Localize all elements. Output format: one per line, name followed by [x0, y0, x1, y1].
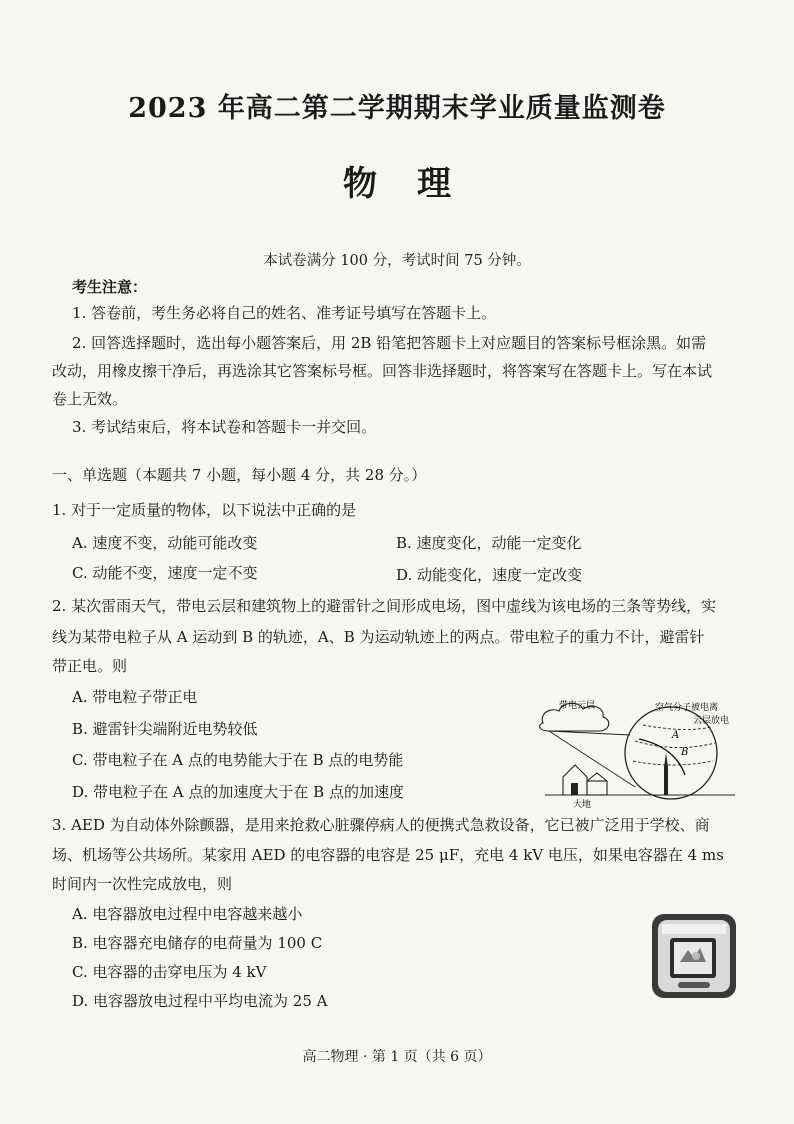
notice-heading: 考生注意： [72, 278, 148, 296]
section-heading: 一、单选题（本题共 7 小题，每小题 4 分，共 28 分。） [52, 466, 427, 484]
page-footer: 高二物理 · 第 1 页（共 6 页） [302, 1049, 492, 1065]
label-point-a: A [672, 730, 680, 741]
question-3-stem: 3. AED 为自动体外除颤器，是用来抢救心脏骤停病人的便携式急救设备，它已被广泛用于学校、商 [52, 816, 710, 834]
notice-item-1: 1. 答卷前，考生务必将自己的姓名、准考证号填写在答题卡上。 [72, 304, 497, 322]
lightning-field-figure [535, 695, 745, 810]
notice-item-2: 2. 回答选择题时，选出每小题答案后，用 2B 铅笔把答题卡上对应题目的答案标号框涂黑。如需 [72, 334, 707, 352]
question-1-option-c: C. 动能不变，速度一定不变 [72, 564, 258, 582]
label-point-b: B [681, 747, 689, 758]
question-1-option-a: A. 速度不变，动能可能改变 [72, 534, 258, 552]
exam-info: 本试卷满分 100 分，考试时间 75 分钟。 [263, 253, 531, 269]
question-2-option-d: D. 带电粒子在 A 点的加速度大于在 B 点的加速度 [72, 783, 404, 801]
question-1-option-b: B. 速度变化，动能一定变化 [396, 534, 582, 552]
aed-device-image [648, 910, 740, 1002]
subject-title: 物理 [343, 164, 491, 204]
question-1-option-d: D. 动能变化，速度一定改变 [396, 566, 583, 584]
question-2-option-a: A. 带电粒子带正电 [72, 688, 198, 706]
question-3-option-c: C. 电容器的击穿电压为 4 kV [72, 963, 267, 981]
label-discharge: 云层放电 [693, 716, 730, 726]
notice-item-2-end: 卷上无效。 [52, 390, 128, 408]
notice-item-2-cont: 改动，用橡皮擦干净后，再选涂其它答案标号框。回答非选择题时，将答案写在答题卡上。写在本试 [52, 362, 713, 380]
question-2-stem-cont: 线为某带电粒子从 A 运动到 B 的轨迹，A、B 为运动轨迹上的两点。带电粒子的重力不计，避雷针 [52, 628, 705, 646]
notice-item-3: 3. 考试结束后，将本试卷和答题卡一并交回。 [72, 418, 377, 436]
question-3-option-b: B. 电容器充电储存的电荷量为 100 C [72, 934, 323, 952]
particle-trajectory [639, 739, 685, 775]
lightning-rod [664, 753, 668, 795]
label-air-ionized: 空气分子被电离 [655, 703, 719, 713]
question-1-stem: 1. 对于一定质量的物体，以下说法中正确的是 [52, 501, 357, 519]
question-3-stem-cont: 场、机场等公共场所。某家用 AED 的电容器的电容是 25 μF，充电 4 kV 电压，如果电容器在 4 ms [52, 846, 724, 864]
question-2-option-c: C. 带电粒子在 A 点的电势能大于在 B 点的电势能 [72, 751, 404, 769]
exam-title: 2023 年高二第二学期期末学业质量监测卷 [128, 93, 666, 124]
label-cloud: 带电云层 [559, 701, 596, 711]
label-ground: 大地 [573, 800, 592, 810]
question-3-option-a: A. 电容器放电过程中电容越来越小 [72, 905, 303, 923]
question-3-stem-end: 时间内一次性完成放电，则 [52, 875, 233, 893]
question-2-stem-end: 带正电。则 [52, 657, 128, 675]
question-2-stem: 2. 某次雷雨天气，带电云层和建筑物上的避雷针之间形成电场，图中虚线为该电场的三条等势线，实 [52, 597, 717, 615]
question-3-option-d: D. 电容器放电过程中平均电流为 25 A [72, 992, 328, 1010]
question-2-option-b: B. 避雷针尖端附近电势较低 [72, 720, 258, 738]
